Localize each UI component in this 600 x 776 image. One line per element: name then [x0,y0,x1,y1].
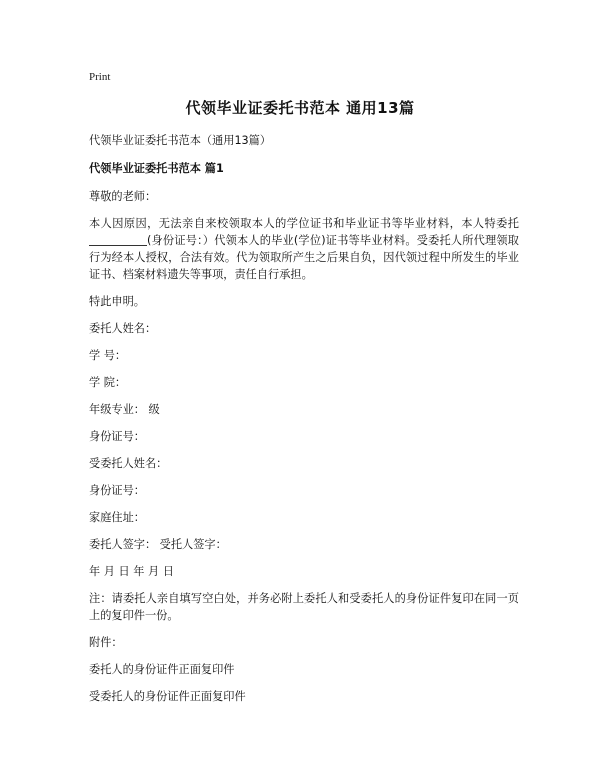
body-text-part1: 本人因原因，无法亲自来校领取本人的学位证书和毕业证书等毕业材料，本人特委托 [89,217,519,230]
field-agent-id-number: 身份证号： [89,484,145,497]
field-id-number: 身份证号： [89,430,145,443]
field-grade-major: 年级专业： 级 [89,403,160,416]
document-body [89,132,519,715]
body-paragraph [89,215,519,283]
salutation: 尊敬的老师： [89,190,157,203]
field-student-id: 学 号： [89,349,127,362]
blank-underline [89,234,147,246]
print-label: Print [89,71,111,83]
field-college: 学 院： [89,376,127,389]
section-heading: 代领毕业证委托书范本 篇1 [89,162,224,175]
document-subtitle: 代领毕业证委托书范本（通用13篇） [89,134,272,147]
declaration: 特此申明。 [89,295,145,308]
field-dates: 年 月 日 年 月 日 [89,565,174,578]
field-principal-name: 委托人姓名： [89,322,157,335]
attachment-item: 受委托人的身份证件正面复印件 [89,690,246,703]
field-signatures: 委托人签字： 受托人签字： [89,538,227,551]
body-text-part2: (身份证号：）代领本人的毕业(学位)证书等毕业材料。受委托人所代理领取行为经本人授权，合法有效。代为领取所产生之后果自负，因代领过程中所发生的毕业证书、档案材料遗失等事项，责任自行承担。 [89,234,519,281]
field-home-address: 家庭住址： [89,511,145,524]
attachment-label: 附件： [89,636,123,649]
note-paragraph: 注：请委托人亲自填写空白处，并务必附上委托人和受委托人的身份证件复印在同一页上的复印件一份。 [89,592,519,622]
document-title: 代领毕业证委托书范本 通用13篇 [185,99,415,117]
field-agent-name: 受委托人姓名： [89,457,168,470]
attachment-item: 委托人的身份证件正面复印件 [89,663,235,676]
